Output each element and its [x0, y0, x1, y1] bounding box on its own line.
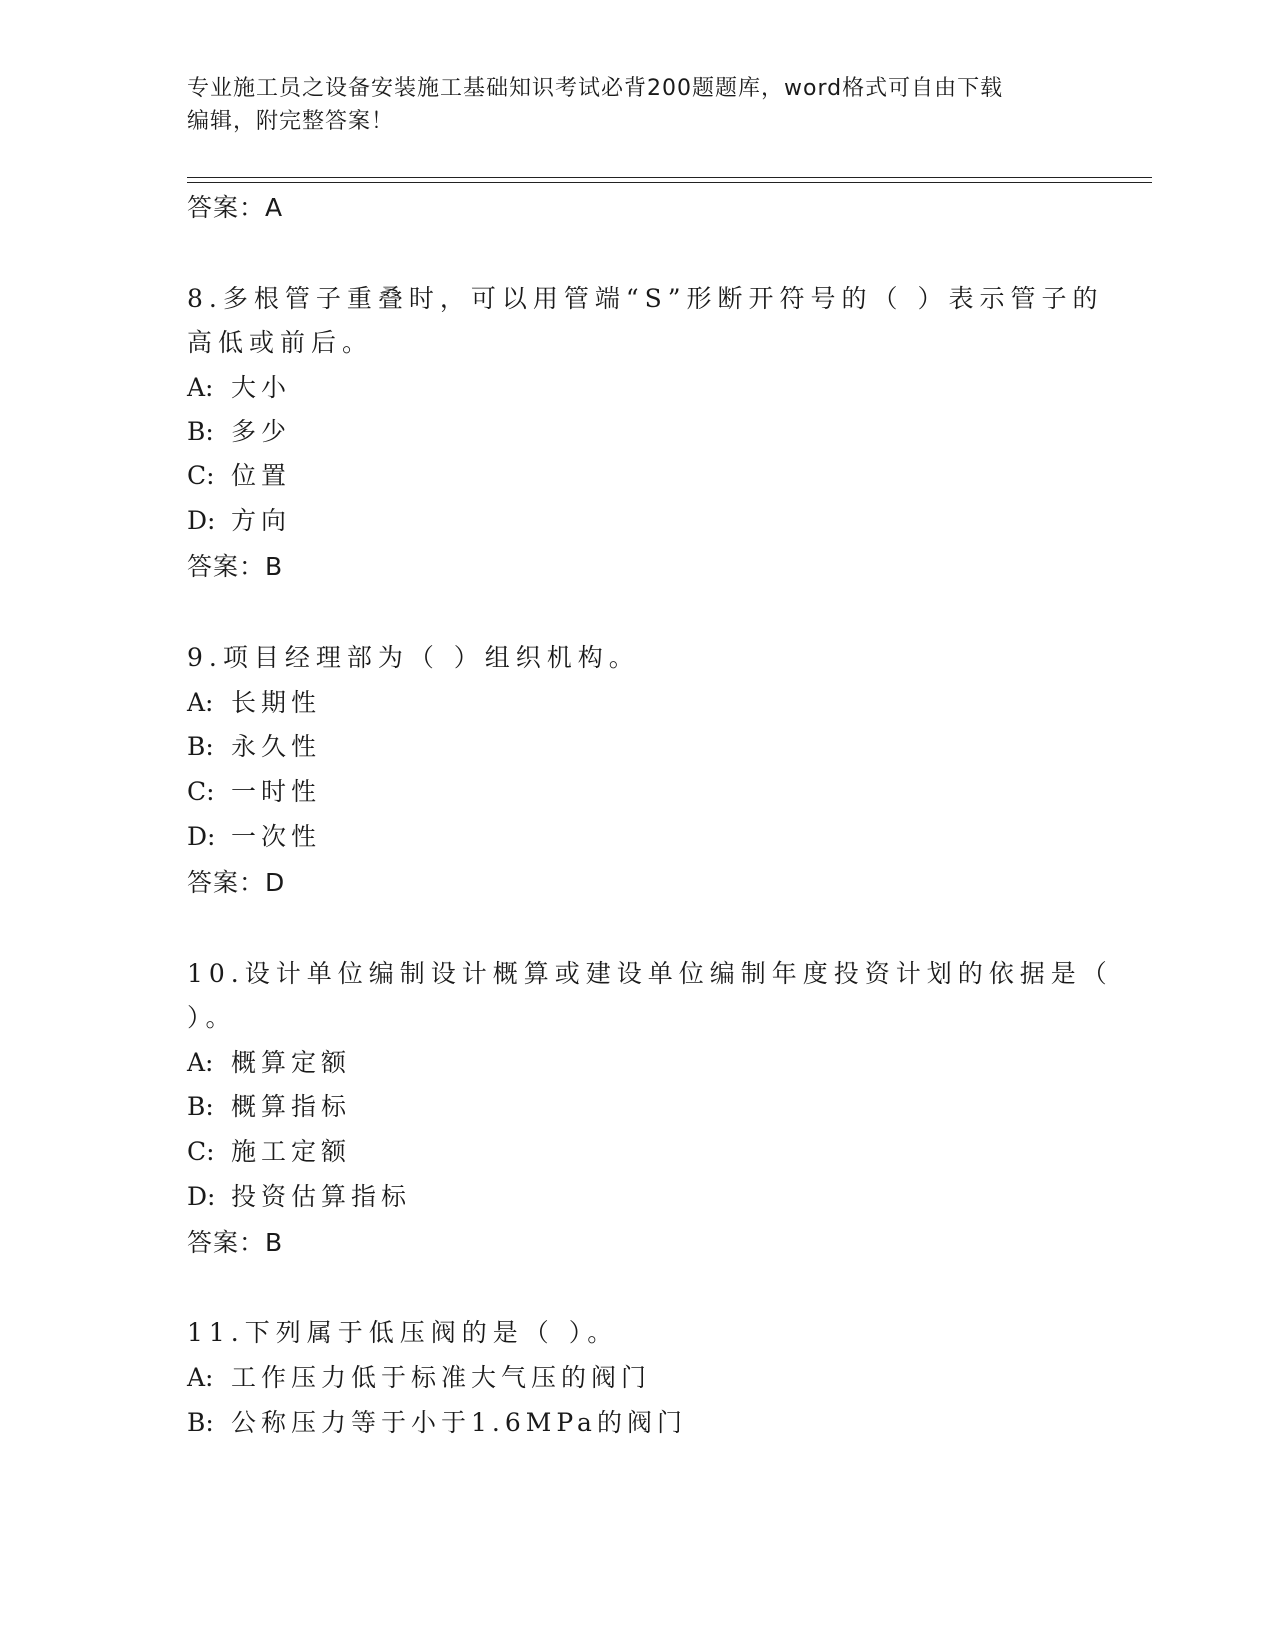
option-letter: A:: [187, 373, 214, 402]
option-item: [187, 1180, 411, 1214]
header-line-2: 编辑，附完整答案！: [187, 109, 395, 134]
option-letter: B:: [187, 1408, 214, 1437]
option-item: [187, 1090, 351, 1124]
option-letter: A:: [187, 1048, 214, 1077]
option-text: 大小: [231, 373, 292, 402]
document-header: [187, 72, 1067, 138]
option-text: 一次性: [231, 822, 322, 851]
option-item: [187, 1406, 687, 1440]
option-text: 方向: [231, 506, 292, 535]
option-item: [187, 504, 291, 538]
option-letter: B:: [187, 732, 214, 761]
option-item: [187, 775, 321, 809]
option-text: 施工定额: [231, 1137, 352, 1166]
option-text: 概算指标: [231, 1092, 352, 1121]
option-letter: B:: [187, 417, 214, 446]
option-letter: D:: [187, 506, 216, 535]
option-text: 工作压力低于标准大气压的阀门: [231, 1363, 652, 1392]
answer-line: 答案：B: [187, 1228, 284, 1257]
option-letter: C:: [187, 461, 215, 490]
option-item: [187, 820, 321, 854]
option-text: 长期性: [231, 688, 322, 717]
option-item: [187, 730, 321, 764]
answer-line: 答案：D: [187, 868, 286, 897]
option-text: 概算定额: [231, 1048, 352, 1077]
question-stem-line: 9.项目经理部为（ ）组织机构。: [187, 643, 640, 672]
option-letter: D:: [187, 822, 216, 851]
answer-line: 答案：A: [187, 193, 284, 222]
question-stem-line: 8.多根管子重叠时，可以用管端“S”形断开符号的（ ）表示管子的: [187, 284, 1104, 313]
option-item: [187, 1046, 351, 1080]
option-text: 投资估算指标: [231, 1182, 412, 1211]
question-stem-line: ）。: [187, 1003, 237, 1032]
option-item: [187, 415, 291, 449]
option-letter: C:: [187, 1137, 215, 1166]
option-letter: D:: [187, 1182, 216, 1211]
question-stem-line: 高低或前后。: [187, 328, 374, 357]
answer-line: 答案：B: [187, 552, 284, 581]
option-text: 多少: [231, 417, 292, 446]
question-stem-line: 11.下列属于低压阀的是（ ）。: [187, 1318, 619, 1347]
option-letter: A:: [187, 688, 214, 717]
option-item: [187, 1361, 651, 1395]
question-stem-line: 10.设计单位编制设计概算或建设单位编制年度投资计划的依据是（: [187, 959, 1113, 988]
header-line-1: 专业施工员之设备安装施工基础知识考试必背200题题库，word格式可自由下载: [187, 76, 1004, 101]
option-text: 公称压力等于小于1.6MPa的阀门: [231, 1408, 687, 1437]
option-text: 永久性: [231, 732, 322, 761]
option-letter: A:: [187, 1363, 214, 1392]
header-divider-top: [187, 177, 1152, 178]
option-item: [187, 371, 291, 405]
header-divider-bottom: [187, 182, 1152, 183]
option-letter: C:: [187, 777, 215, 806]
option-item: [187, 1135, 351, 1169]
option-letter: B:: [187, 1092, 214, 1121]
option-text: 位置: [231, 461, 292, 490]
option-item: [187, 686, 321, 720]
option-item: [187, 459, 291, 493]
option-text: 一时性: [231, 777, 322, 806]
